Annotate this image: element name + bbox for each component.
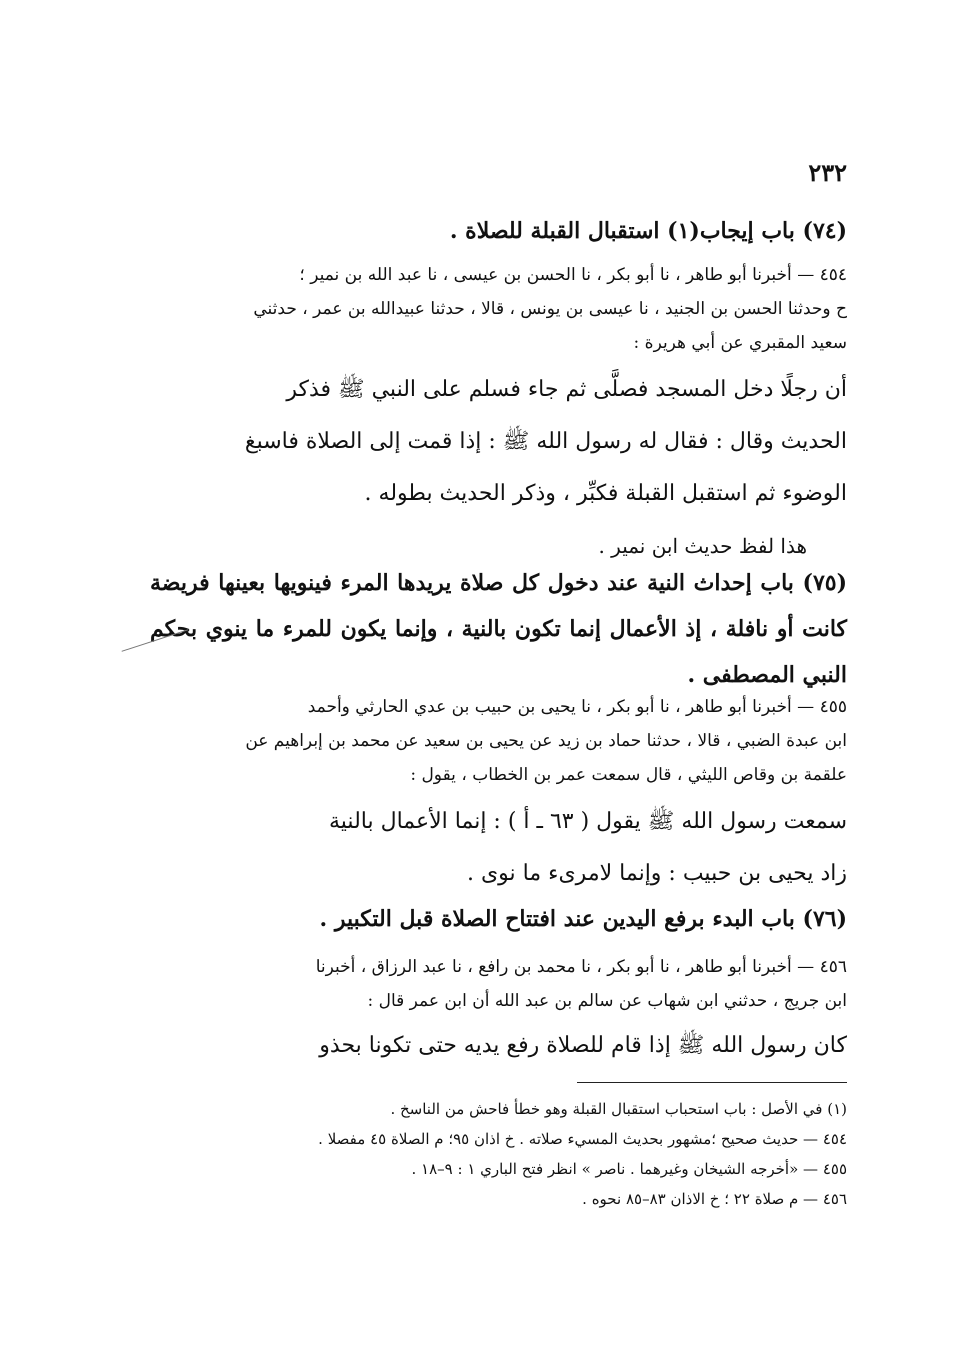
isnad-line: علقمة بن وقاص الليثي ، قال سمعت عمر بن الخطاب ، يقول : (410, 765, 847, 785)
chapter-heading-75: (٧٥) باب إحداث النية عند دخول كل صلاة يريدها المرء فينويها بعينها فريضة كانت أو نافلة ، إذ الأعمال إنما تكون بالنية ، وإنما يكون للمرء ما ينوي بحكم النبي المصطفى . (150, 570, 848, 688)
isnad-line: ابن جريج ، حدثني ابن شهاب عن سالم بن عبد الله أن ابن عمر قال : (367, 991, 847, 1011)
footnote: ٤٥٥ — «أخرجه الشيخان وغيرهما . ناصر » انظر فتح الباري ١ : ٩–١٨ . (411, 1160, 847, 1178)
isnad-line: ابن عبدة الضبي ، قالا ، حدثنا حماد بن زيد عن يحيى بن سعيد عن محمد بن إبراهيم عن (245, 731, 847, 751)
footnotes (150, 1094, 847, 1214)
matn-line: الوضوء ثم استقبل القبلة فكبِّر ، وذكر الحديث بطوله . (364, 481, 847, 506)
isnad-456 (150, 950, 847, 1018)
page-number: ٢٣٢ (808, 158, 847, 187)
matn-454 (150, 364, 847, 572)
matn-line: الحديث وقال : فقال له رسول الله ﷺ : إذا قمت إلى الصلاة فاسبغ (244, 429, 847, 454)
isnad-line: ٤٥٦ — أخبرنا أبو طاهر ، نا أبو بكر ، نا محمد بن رافع ، نا عبد الرزاق ، أخبرنا (315, 957, 847, 977)
isnad-line: ٤٥٤ — أخبرنا أبو طاهر ، نا أبو بكر ، نا الحسن بن عيسى ، نا عبد الله بن نمير ؛ (299, 265, 847, 285)
isnad-454 (150, 258, 847, 360)
chapter-heading-74: (٧٤) باب إيجاب(١) استقبال القبلة للصلاة . (449, 218, 847, 244)
footnote: (١) في الأصل : باب استحباب استقبال القبلة وهو خطأ فاحش من الناسخ . (390, 1100, 847, 1118)
matn-456 (150, 1020, 847, 1072)
matn-line: هذا لفظ حديث ابن نمير . (598, 534, 807, 558)
matn-455 (150, 796, 847, 900)
matn-line: كان رسول الله ﷺ إذا قام للصلاة رفع يديه حتى تكونا بحذو (319, 1033, 847, 1058)
isnad-455 (150, 690, 847, 792)
matn-line: أن رجلًا دخل المسجد فصلَّى ثم جاء فسلم على النبي ﷺ فذكر (286, 377, 847, 402)
chapter-heading-76: (٧٦) باب البدء برفع اليدين عند افتتاح الصلاة قبل التكبير . (319, 906, 847, 932)
isnad-line: ح وحدثنا الحسن بن الجنيد ، نا عيسى بن يونس ، قالا ، حدثنا عبيدالله بن عمر ، حدثني (253, 299, 847, 319)
footnote: ٤٥٦ — م صلاة ٢٢ ؛ خ الاذان ٨٣–٨٥ نحوه . (582, 1190, 847, 1208)
isnad-line: ٤٥٥ — أخبرنا أبو طاهر ، نا أبو بكر ، نا يحيى بن حبيب بن عدي الحارثي وأحمد (307, 697, 847, 717)
matn-line: زاد يحيى بن حبيب : وإنما لامرىء ما نوى . (466, 861, 847, 886)
footnote: ٤٥٤ — حديث صحيح ؛مشهور بحديث المسيء صلاته . خ اذان ٩٥؛ م الصلاة ٤٥ مفصلا . (318, 1130, 847, 1148)
isnad-line: سعيد المقبري عن أبي هريرة : (633, 333, 847, 353)
matn-line: سمعت رسول الله ﷺ يقول ( ٦٣ ـ أ ) : إنما الأعمال بالنية (329, 809, 847, 834)
footnote-divider (577, 1082, 847, 1083)
